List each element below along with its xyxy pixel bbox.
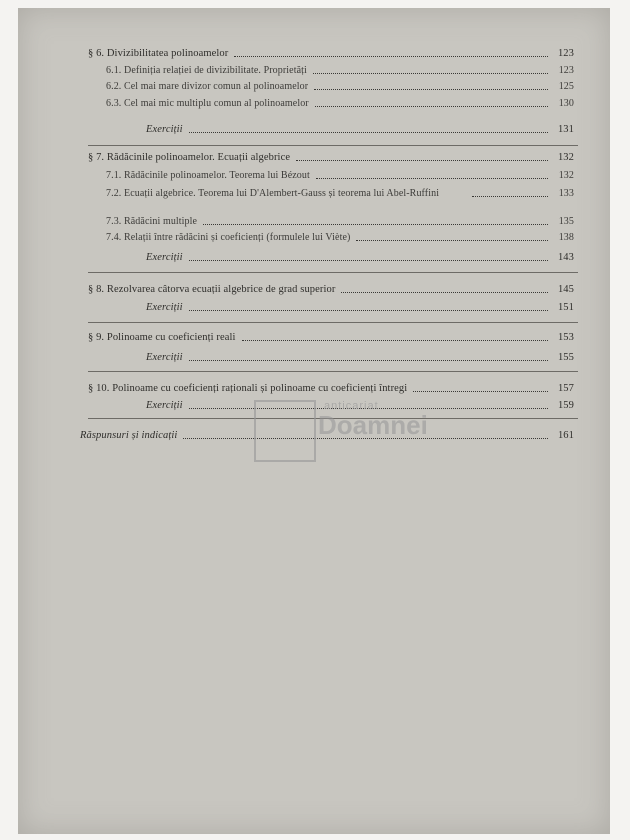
toc-entry-title: § 7. Rădăcinile polinoamelor. Ecuații algebrice [88, 152, 291, 163]
toc-entry-7-2[interactable] [106, 187, 574, 200]
toc-entry-title: 7.1. Rădăcinile polinoamelor. Teorema lui Bézout [106, 170, 310, 181]
toc-exercitii-s6[interactable] [146, 124, 574, 136]
book-page [18, 8, 610, 834]
section-separator [88, 322, 578, 323]
dot-leader [296, 160, 548, 161]
toc-entry-6-3[interactable] [106, 98, 574, 110]
toc-exercitii-s7[interactable] [146, 252, 574, 264]
toc-entry-page: 151 [557, 302, 574, 313]
toc-entry-title: Exerciții [146, 302, 183, 313]
dot-leader [189, 260, 548, 261]
toc-entry-page: 123 [558, 65, 574, 76]
toc-entry-title: § 8. Rezolvarea câtorva ecuații algebrice de grad superior [88, 284, 336, 295]
toc-entry-title: § 9. Polinoame cu coeficienți reali [88, 332, 236, 343]
watermark-small-text: anticariat [324, 400, 379, 412]
toc-entry-page: 143 [557, 252, 574, 263]
toc-entry-s8[interactable] [88, 284, 574, 296]
toc-entry-title: 6.2. Cel mai mare divizor comun al polinoamelor [106, 81, 309, 92]
section-separator [88, 371, 578, 372]
dot-leader [189, 132, 548, 133]
toc-entry-s10[interactable] [88, 383, 574, 395]
dot-leader [189, 360, 548, 361]
toc-entry-title: § 6. Divizibilitatea polinoamelor [88, 48, 229, 59]
dot-leader [341, 292, 548, 293]
toc-entry-title: Exerciții [146, 352, 183, 363]
toc-exercitii-s9[interactable] [146, 352, 574, 364]
dot-leader [314, 89, 548, 90]
toc-entry-page: 135 [558, 216, 574, 227]
section-separator [88, 272, 578, 273]
toc-entry-page: 131 [557, 124, 574, 135]
dot-leader [316, 178, 548, 179]
toc-entry-s9[interactable] [88, 332, 574, 344]
toc-entry-page: 123 [557, 48, 574, 59]
toc-entry-page: 133 [558, 188, 574, 199]
toc-entry-page: 155 [557, 352, 574, 363]
toc-entry-page: 125 [558, 81, 574, 92]
watermark [254, 400, 428, 470]
toc-entry-title: Exerciții [146, 400, 183, 411]
dot-leader [313, 73, 548, 74]
toc-entry-s6[interactable] [88, 48, 574, 60]
toc-entry-title: 7.4. Relații între rădăcini și coeficienți (formulele lui Viète) [106, 232, 351, 243]
dot-leader [234, 56, 548, 57]
toc-entry-title: 7.2. Ecuații algebrice. Teorema lui D'Alembert-Gauss și teorema lui Abel-Ruffini [106, 188, 440, 199]
toc-entry-7-4[interactable] [106, 232, 574, 244]
toc-entry-title: 6.1. Definiția relației de divizibilitate. Proprietăți [106, 65, 307, 76]
dot-leader [413, 391, 548, 392]
toc-entry-title: 7.3. Rădăcini multiple [106, 216, 198, 227]
toc-entry-page: 153 [557, 332, 574, 343]
toc-entry-page: 161 [557, 430, 574, 441]
toc-entry-page: 157 [557, 383, 574, 394]
dot-leader [242, 340, 548, 341]
toc-entry-6-1[interactable] [106, 65, 574, 77]
watermark-big-text: Doamnei [318, 410, 428, 440]
toc-entry-page: 132 [557, 152, 574, 163]
toc-entry-page: 138 [558, 232, 574, 243]
toc-entry-7-3[interactable] [106, 216, 574, 228]
toc-entry-6-2[interactable] [106, 81, 574, 93]
toc-entry-title: 6.3. Cel mai mic multiplu comun al polinoamelor [106, 98, 309, 109]
toc-entry-page: 145 [557, 284, 574, 295]
dot-leader [189, 310, 548, 311]
toc-entry-title: Exerciții [146, 252, 183, 263]
toc-entry-page: 130 [558, 98, 574, 109]
section-separator [88, 145, 578, 146]
toc-entry-title: Răspunsuri și indicații [80, 430, 178, 441]
toc-entry-7-1[interactable] [106, 170, 574, 182]
dot-leader [315, 106, 548, 107]
dot-leader [203, 224, 548, 225]
toc-entry-page: 132 [558, 170, 574, 181]
toc-entry-title: § 10. Polinoame cu coeficienți raționali și polinoame cu coeficienți întregi [88, 383, 408, 394]
toc-entry-title: Exerciții [146, 124, 183, 135]
dot-leader [356, 240, 548, 241]
toc-entry-page: 159 [557, 400, 574, 411]
toc-entry-s7[interactable] [88, 152, 574, 164]
toc-exercitii-s8[interactable] [146, 302, 574, 314]
dot-leader [472, 196, 548, 197]
watermark-logo-icon [254, 400, 316, 462]
